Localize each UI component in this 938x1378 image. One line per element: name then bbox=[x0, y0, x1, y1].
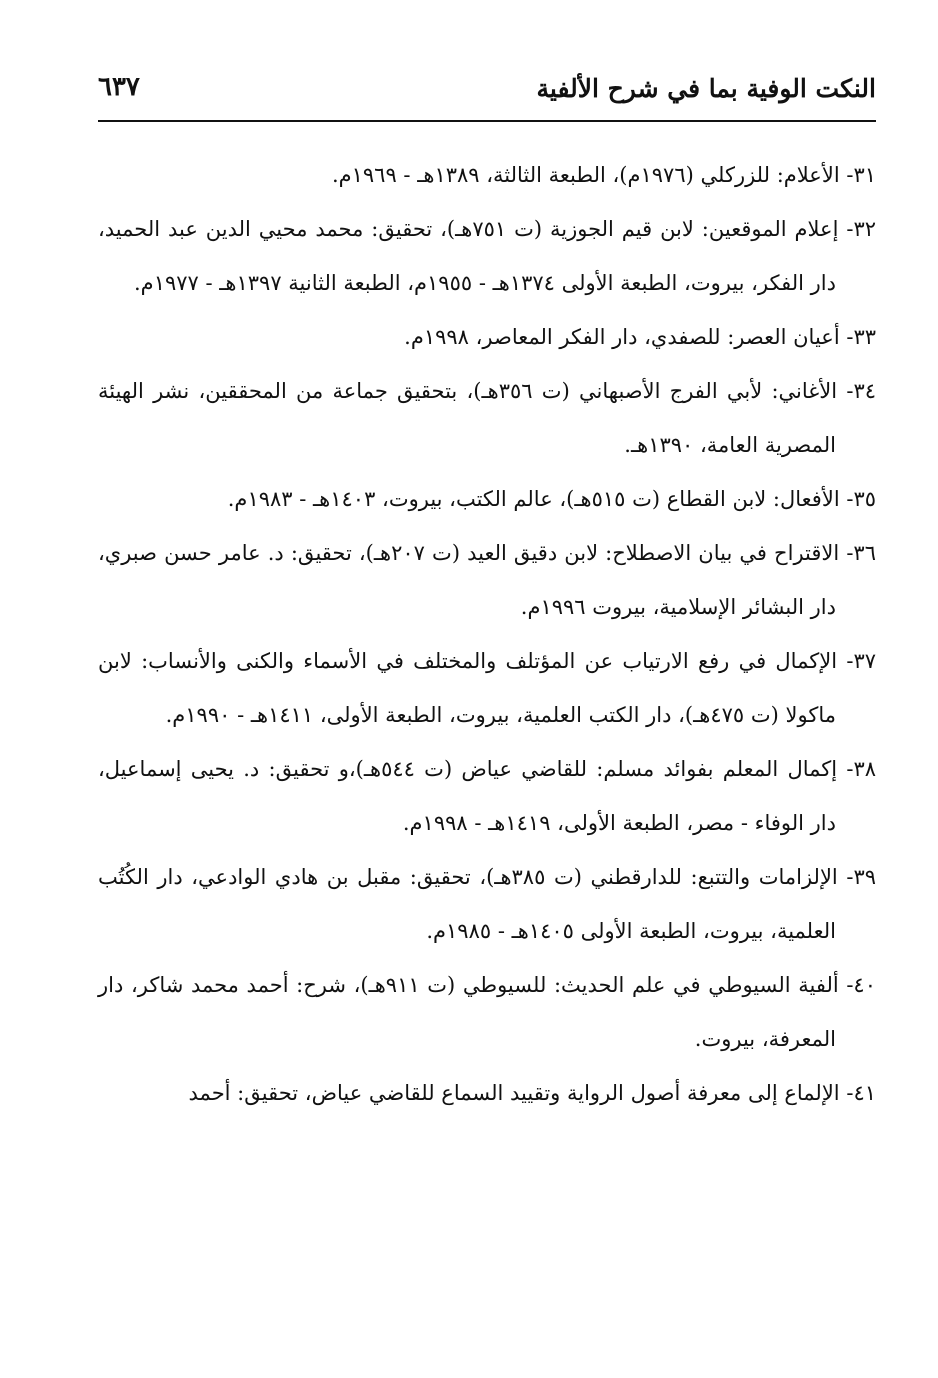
entry-text: الأفعال: لابن القطاع (ت ٥١٥هـ)، عالم الكتب، بيروت، ١٤٠٣هـ - ١٩٨٣م. bbox=[227, 487, 847, 511]
entry-text: الأغاني: لأبي الفرج الأصبهاني (ت ٣٥٦هـ)، بتحقيق جماعة من المحققين، نشر الهيئة المصرية العامة، ١٣٩٠هـ. bbox=[98, 379, 847, 457]
entry-text: إكمال المعلم بفوائد مسلم: للقاضي عياض (ت ٥٤٤هـ)،و تحقيق: د. يحيى إسماعيل، دار الوفاء - مصر، الطبعة الأولى، ١٤١٩هـ - ١٩٩٨م. bbox=[98, 757, 847, 835]
bibliography-entry bbox=[98, 364, 876, 472]
header-rule bbox=[98, 120, 876, 122]
page-header bbox=[98, 62, 876, 118]
bibliography-entry bbox=[98, 742, 876, 850]
bibliography-entry bbox=[98, 472, 876, 526]
bibliography-entry bbox=[98, 634, 876, 742]
bibliography-entry bbox=[98, 850, 876, 958]
entry-number: ٣٨- bbox=[846, 757, 876, 781]
entry-text: الإلزامات والتتبع: للدارقطني (ت ٣٨٥هـ)، تحقيق: مقبل بن هادي الوادعي، دار الكُتُب العلمية، بيروت، الطبعة الأولى ١٤٠٥هـ - ١٩٨٥م. bbox=[98, 865, 847, 943]
entry-number: ٣٣- bbox=[846, 325, 876, 349]
entry-number: ٤٠- bbox=[846, 973, 876, 997]
entry-number: ٣٩- bbox=[846, 865, 876, 889]
entry-text: أعيان العصر: للصفدي، دار الفكر المعاصر، ١٩٩٨م. bbox=[404, 325, 847, 349]
entry-number: ٣١- bbox=[846, 163, 876, 187]
bibliography-entry bbox=[98, 202, 876, 310]
entry-text: الإلماع إلى معرفة أصول الرواية وتقييد السماع للقاضي عياض، تحقيق: أحمد bbox=[188, 1081, 847, 1105]
entry-text: الإكمال في رفع الارتياب عن المؤتلف والمختلف في الأسماء والكنى والأنساب: لابن ماكولا (ت ٤٧٥هـ)، دار الكتب العلمية، بيروت، الطبعة الأولى، ١٤١١هـ - ١٩٩٠م. bbox=[98, 649, 847, 727]
page-number: ٦٣٧ bbox=[98, 72, 140, 102]
entry-number: ٣٢- bbox=[846, 217, 877, 241]
entry-text: إعلام الموقعين: لابن قيم الجوزية (ت ٧٥١هـ)، تحقيق: محمد محيي الدين عبد الحميد، دار الفكر، بيروت، الطبعة الأولى ١٣٧٤هـ - ١٩٥٥م، الطبعة الثانية ١٣٩٧هـ - ١٩٧٧م. bbox=[98, 217, 847, 295]
bibliography-entry bbox=[98, 526, 876, 634]
bibliography-list bbox=[98, 148, 876, 1120]
entry-number: ٣٥- bbox=[846, 487, 876, 511]
entry-number: ٣٦- bbox=[846, 541, 876, 565]
bibliography-entry bbox=[98, 148, 876, 202]
running-title: النكت الوفية بما في شرح الألفية bbox=[536, 74, 876, 103]
bibliography-entry bbox=[98, 310, 876, 364]
bibliography-entry bbox=[98, 958, 876, 1066]
bibliography-entry bbox=[98, 1066, 876, 1120]
entry-number: ٣٧- bbox=[846, 649, 876, 673]
entry-text: الاقتراح في بيان الاصطلاح: لابن دقيق العيد (ت ٢٠٧هـ)، تحقيق: د. عامر حسن صبري، دار البشائر الإسلامية، بيروت ١٩٩٦م. bbox=[98, 541, 847, 619]
entry-text: ألفية السيوطي في علم الحديث: للسيوطي (ت ٩١١هـ)، شرح: أحمد محمد شاكر، دار المعرفة، بيروت. bbox=[98, 973, 847, 1051]
entry-number: ٣٤- bbox=[846, 379, 877, 403]
entry-text: الأعلام: للزركلي (١٩٧٦م)، الطبعة الثالثة، ١٣٨٩هـ - ١٩٦٩م. bbox=[331, 163, 847, 187]
entry-number: ٤١- bbox=[846, 1081, 876, 1105]
